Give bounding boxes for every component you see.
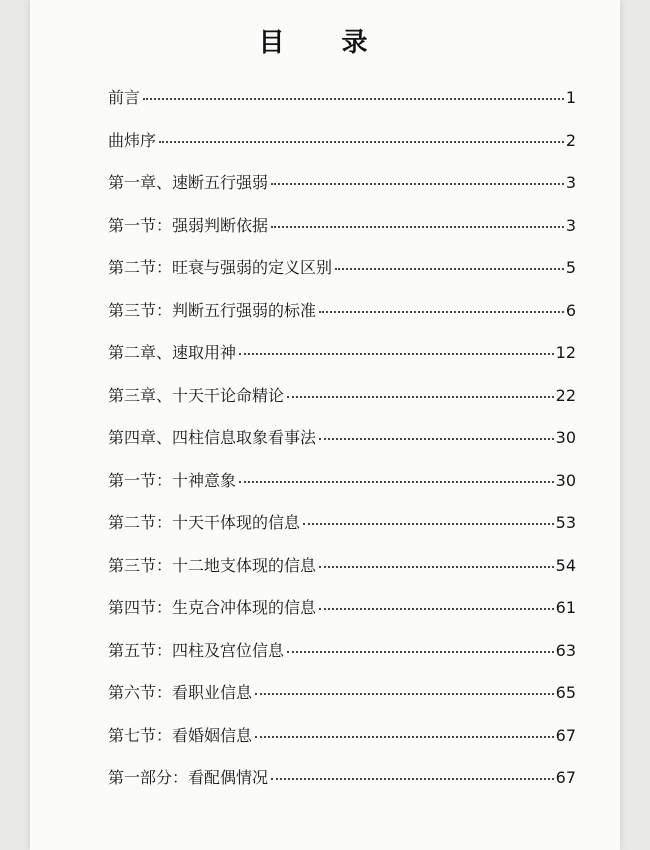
toc-entry-page-number: 2 [565, 130, 576, 150]
toc-entry-page-number: 67 [555, 725, 576, 745]
dot-leader [255, 693, 554, 695]
dot-leader [271, 778, 554, 780]
toc-entry-page-number: 3 [565, 215, 576, 235]
dot-leader [287, 396, 554, 398]
toc-entry [108, 255, 576, 298]
toc-entry [108, 468, 576, 511]
toc-entry-label: 第一节：十神意象 [108, 470, 237, 490]
toc-entry-label: 第二节：十天干体现的信息 [108, 513, 301, 532]
toc-entry-label: 第三节：十二地支体现的信息 [108, 555, 317, 575]
toc-entry-page-number: 1 [565, 88, 576, 107]
toc-entry-label: 第六节：看职业信息 [108, 683, 253, 702]
toc-entry [108, 383, 576, 426]
toc-entry-page-number: 30 [555, 470, 576, 490]
toc-entry-label: 第一节：强弱判断依据 [108, 215, 269, 235]
toc-entry [108, 170, 576, 213]
toc-entry-page-number: 3 [565, 173, 576, 192]
dot-leader [303, 523, 554, 525]
dot-leader [239, 353, 554, 355]
toc-entry-page-number: 61 [555, 598, 576, 617]
toc-entry-page-number: 53 [555, 513, 576, 532]
toc-entry-page-number: 63 [555, 640, 576, 660]
page-title: 目 录 [258, 28, 392, 58]
toc-entry-label: 第一章、速断五行强弱 [108, 173, 269, 192]
dot-leader [239, 481, 554, 483]
dot-leader [271, 226, 564, 228]
dot-leader [319, 608, 554, 610]
toc-entry-label: 第七节：看婚姻信息 [108, 725, 253, 745]
table-of-contents [108, 85, 576, 808]
dot-leader [319, 438, 554, 440]
toc-entry-page-number: 65 [555, 683, 576, 702]
toc-entry [108, 765, 576, 808]
dot-leader [319, 566, 554, 568]
toc-entry [108, 128, 576, 171]
toc-entry [108, 595, 576, 638]
toc-entry-label: 第一部分：看配偶情况 [108, 768, 269, 787]
toc-entry-page-number: 5 [565, 258, 576, 277]
document-page [30, 0, 620, 850]
toc-entry-page-number: 12 [555, 343, 576, 362]
toc-entry-label: 第四章、四柱信息取象看事法 [108, 428, 317, 447]
toc-entry-page-number: 67 [555, 768, 576, 787]
toc-entry-label: 第五节：四柱及宫位信息 [108, 640, 285, 660]
toc-entry-label: 第二章、速取用神 [108, 343, 237, 362]
toc-entry-label: 第三节：判断五行强弱的标准 [108, 300, 317, 320]
dot-leader [319, 311, 564, 313]
toc-entry-label: 第三章、十天干论命精论 [108, 385, 285, 405]
toc-entry [108, 340, 576, 383]
toc-entry [108, 298, 576, 341]
toc-entry [108, 213, 576, 256]
dot-leader [143, 98, 564, 100]
toc-entry-page-number: 30 [555, 428, 576, 447]
toc-entry-label: 前言 [108, 88, 141, 107]
toc-entry-page-number: 22 [555, 385, 576, 405]
toc-entry [108, 680, 576, 723]
toc-entry-label: 第二节：旺衰与强弱的定义区别 [108, 258, 333, 277]
dot-leader [287, 651, 554, 653]
toc-entry-label: 第四节：生克合冲体现的信息 [108, 598, 317, 617]
dot-leader [271, 183, 564, 185]
dot-leader [255, 736, 554, 738]
toc-entry-label: 曲炜序 [108, 130, 157, 150]
dot-leader [335, 268, 564, 270]
toc-entry [108, 85, 576, 128]
toc-entry [108, 638, 576, 681]
toc-entry-page-number: 6 [565, 300, 576, 320]
toc-entry [108, 553, 576, 596]
dot-leader [159, 141, 564, 143]
toc-entry [108, 425, 576, 468]
toc-entry [108, 723, 576, 766]
toc-entry [108, 510, 576, 553]
toc-entry-page-number: 54 [555, 555, 576, 575]
